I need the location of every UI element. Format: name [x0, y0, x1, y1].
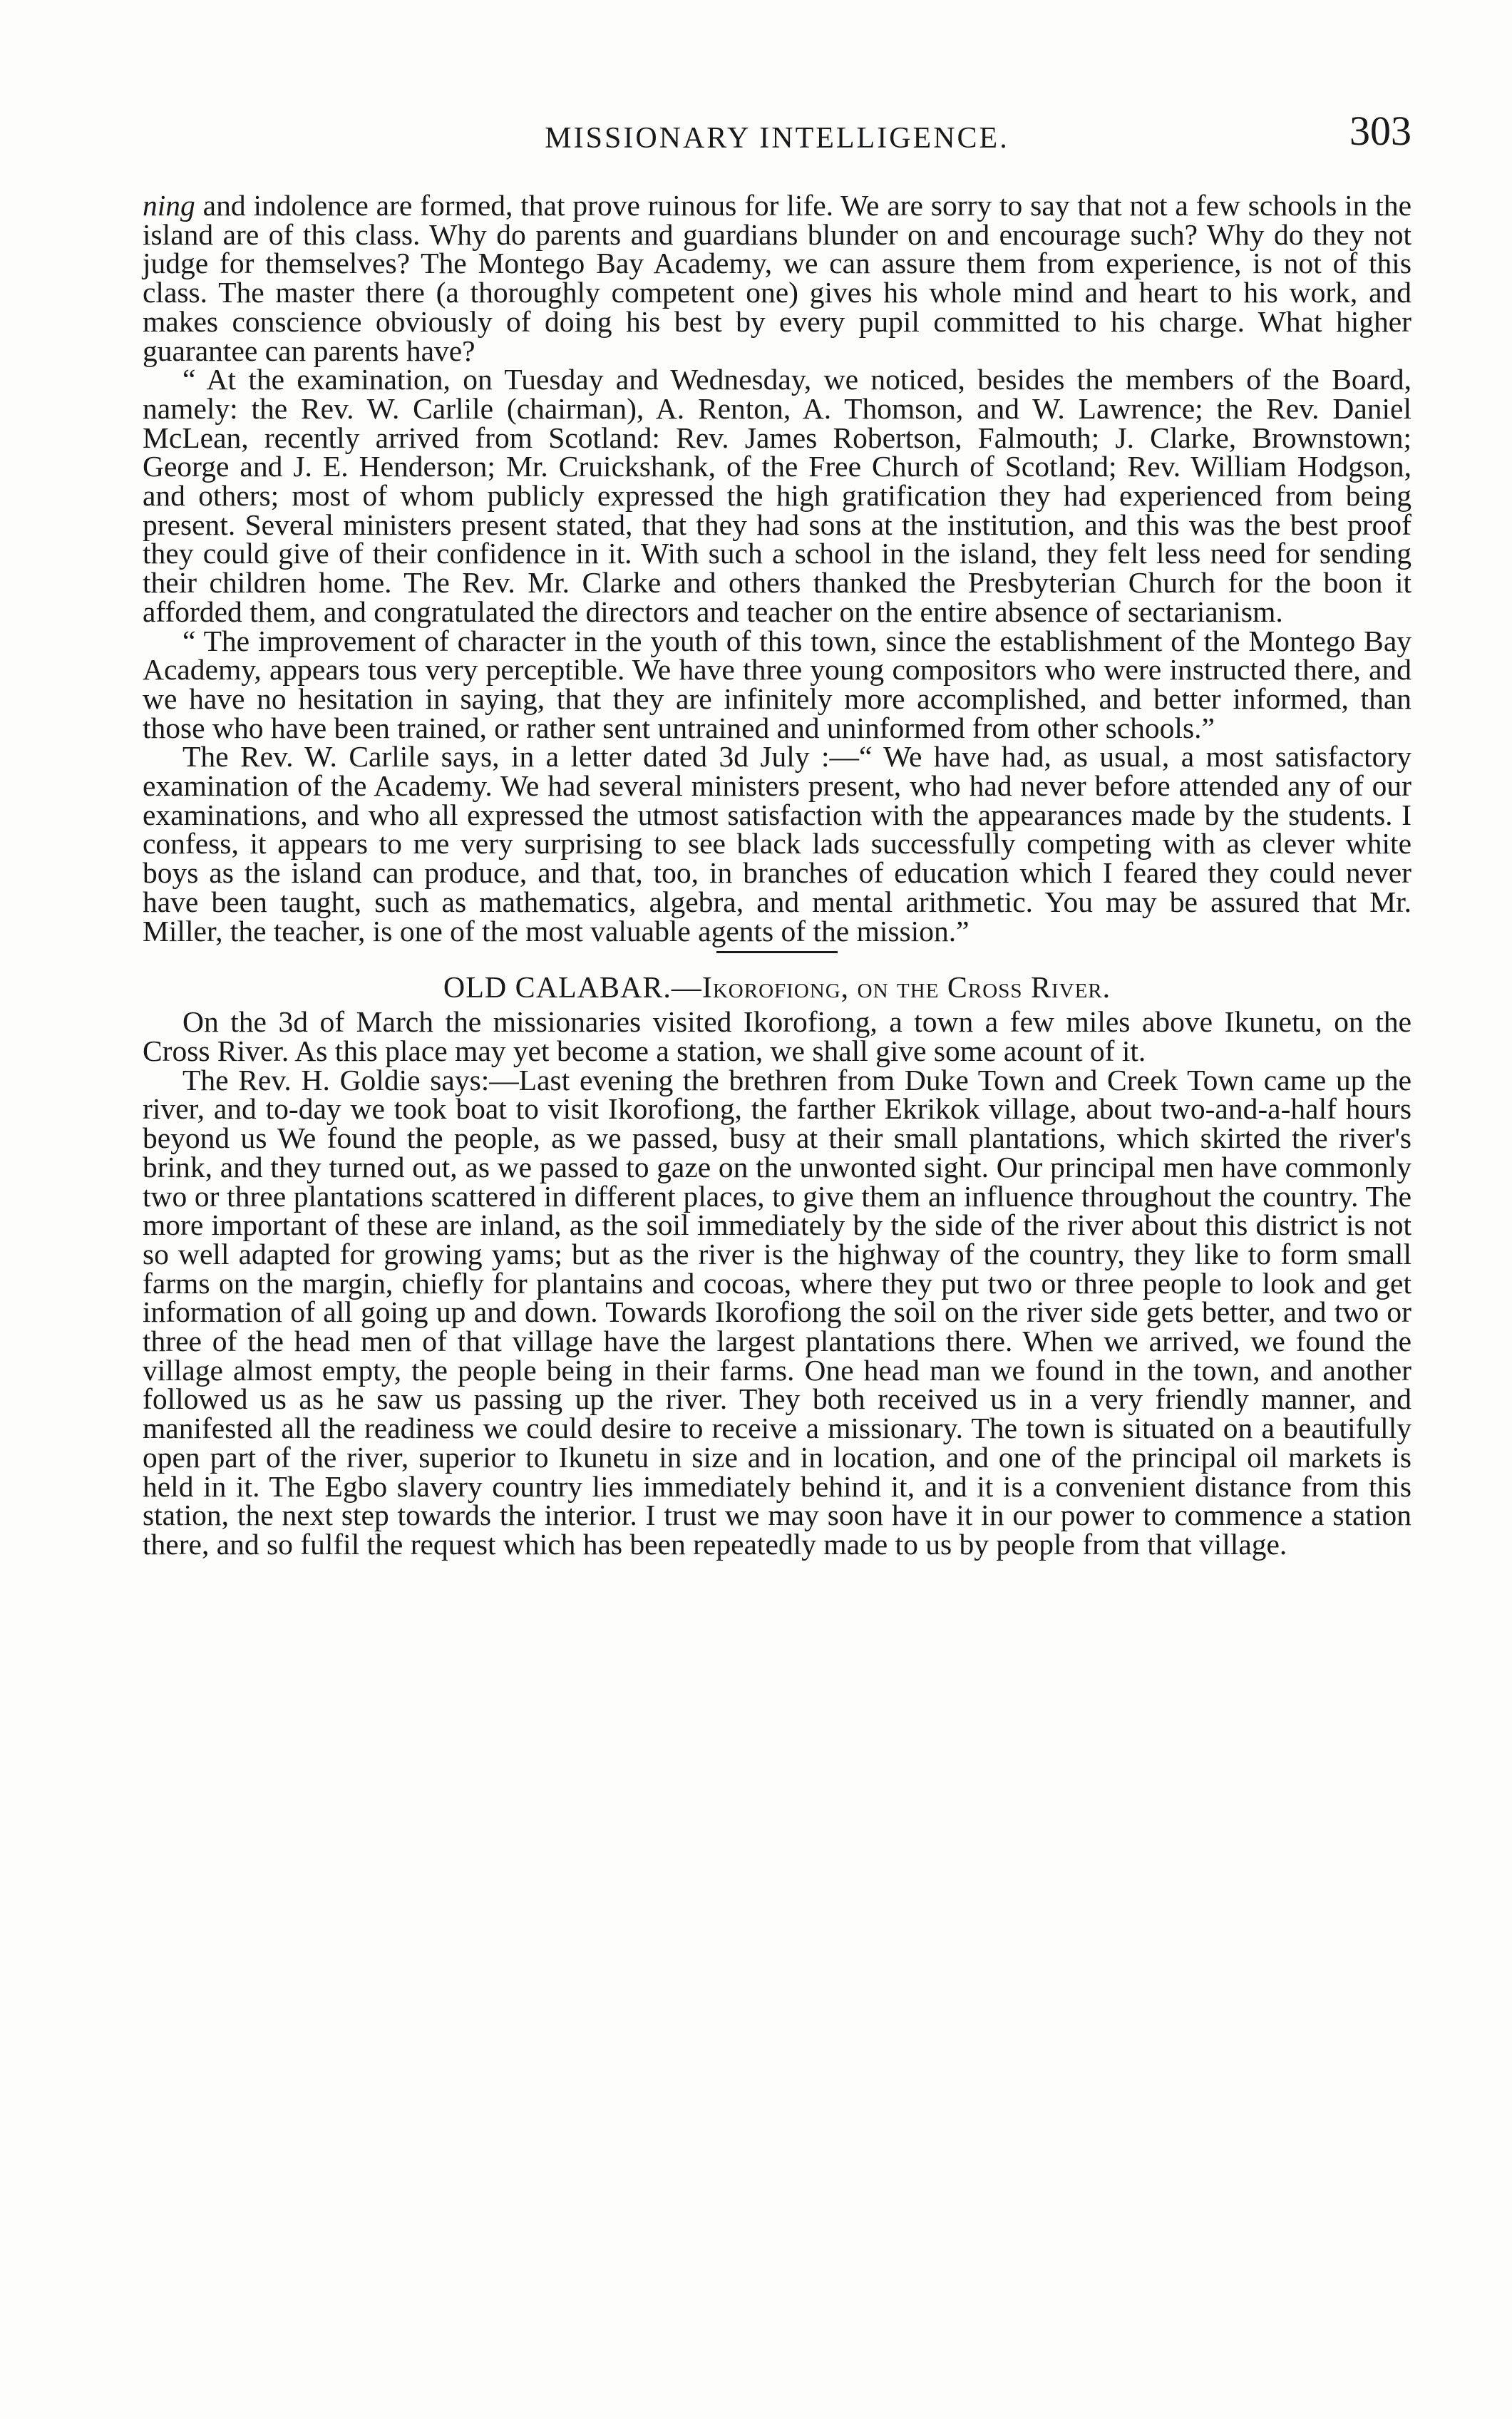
section-heading-main: OLD CALABAR. — [443, 972, 672, 1005]
paragraph: The Rev. W. Carlile says, in a letter dated 3d July :—“ We have had, as usual, a most satisfactory examination of the Academy. We had several ministers present, who had never before attended any of our examinations, and who all expressed the utmost satisfaction with the appearances made by the students. I confess, it appears to me very surprising to see black lads successfully competing with as clever white boys as the island can produce, and that, too, in branches of education which I feared they could never have been taught, such as mathematics, algebra, and mental arithmetic. You may be assured that Mr. Miller, the teacher, is one of the most valuable agents of the mission.” — [143, 740, 1411, 947]
italic-fragment: ning — [143, 189, 195, 222]
page-header — [143, 107, 1411, 171]
running-title: MISSIONARY INTELLIGENCE. — [545, 122, 1009, 155]
paragraph: “ The improvement of character in the youth of this town, since the establishment of the Montego Bay Academy, appears tous very perceptible. We have three young compositors who were instructed there, and we have no hesitation in saying, that they are infinitely more accomplished, and better informed, than those who have been trained, or rather sent untrained and uninformed from other schools.” — [143, 624, 1411, 744]
paragraph — [143, 191, 1411, 365]
body-text — [143, 191, 1411, 1559]
paragraph-text: and indolence are formed, that prove ruinous for life. We are sorry to say that not a few schools in the island are of this class. Why do parents and guardians blunder on and encourage such? Why do they not judge for themselves? The Montego Bay Academy, we can assure them from experience, is not of this class. The master there (a thoroughly competent one) gives his whole mind and heart to his work, and makes conscience obviously of doing his best by every pupil committed to his charge. What higher guarantee can parents have? — [143, 189, 1411, 367]
paragraph: On the 3d of March the missionaries visited Ikorofiong, a town a few miles above Ikunetu, on the Cross River. As this place may yet become a station, we shall give some acount of it. — [143, 1005, 1411, 1067]
section-heading-sub: —Ikorofiong, on the Cross River. — [671, 972, 1111, 1005]
paragraph: “ At the examination, on Tuesday and Wednesday, we noticed, besides the members of the Board, namely: the Rev. W. Carlile (chairman), A. Renton, A. Thomson, and W. Lawrence; the Rev. Daniel McLean, recently arrived from Scotland: Rev. James Robertson, Falmouth; J. Clarke, Brownstown; George and J. E. Henderson; Mr. Cruickshank, of the Free Church of Scotland; Rev. William Hodgson, and others; most of whom publicly expressed the high gratification they had experienced from being present. Several ministers present stated, that they had sons at the institution, and this was the best proof they could give of their confidence in it. With such a school in the island, they felt less need for sending their children home. The Rev. Mr. Clarke and others thanked the Presbyterian Church for the boon it afforded them, and congratulated the directors and teacher on the entire absence of sectarianism. — [143, 363, 1411, 628]
section-heading — [143, 972, 1411, 1005]
section-divider — [716, 951, 838, 953]
paragraph: The Rev. H. Goldie says:—Last evening the brethren from Duke Town and Creek Town came up the river, and to-day we took boat to visit Ikorofiong, the farther Ekrikok village, about two-and-a-half hours beyond us We found the people, as we passed, busy at their small plantations, which skirted the river's brink, and they turned out, as we passed to gaze on the unwonted sight. Our principal men have commonly two or three plantations scattered in different places, to give them an influence throughout the country. The more important of these are inland, as the soil immediately by the side of the river about this district is not so well adapted for growing yams; but as the river is the highway of the country, they like to form small farms on the margin, chiefly for plantains and cocoas, where they put two or three people to look and get information of all going up and down. Towards Ikorofiong the soil on the river side gets better, and two or three of the head men of that village have the largest plantations there. When we arrived, we found the village almost empty, the people being in their farms. One head man we found in the town, and another followed us as he saw us passing up the river. They both received us in a very friendly manner, and manifested all the readiness we could desire to receive a missionary. The town is situated on a beautifully open part of the river, superior to Ikunetu in size and in location, and one of the principal oil markets is held in it. The Egbo slavery country lies immediately behind it, and it is a convenient distance from this station, the next step towards the interior. I trust we may soon have it in our power to commence a station there, and so fulfil the request which has been repeatedly made to us by people from that village. — [143, 1063, 1411, 1561]
page-number: 303 — [1349, 108, 1411, 154]
